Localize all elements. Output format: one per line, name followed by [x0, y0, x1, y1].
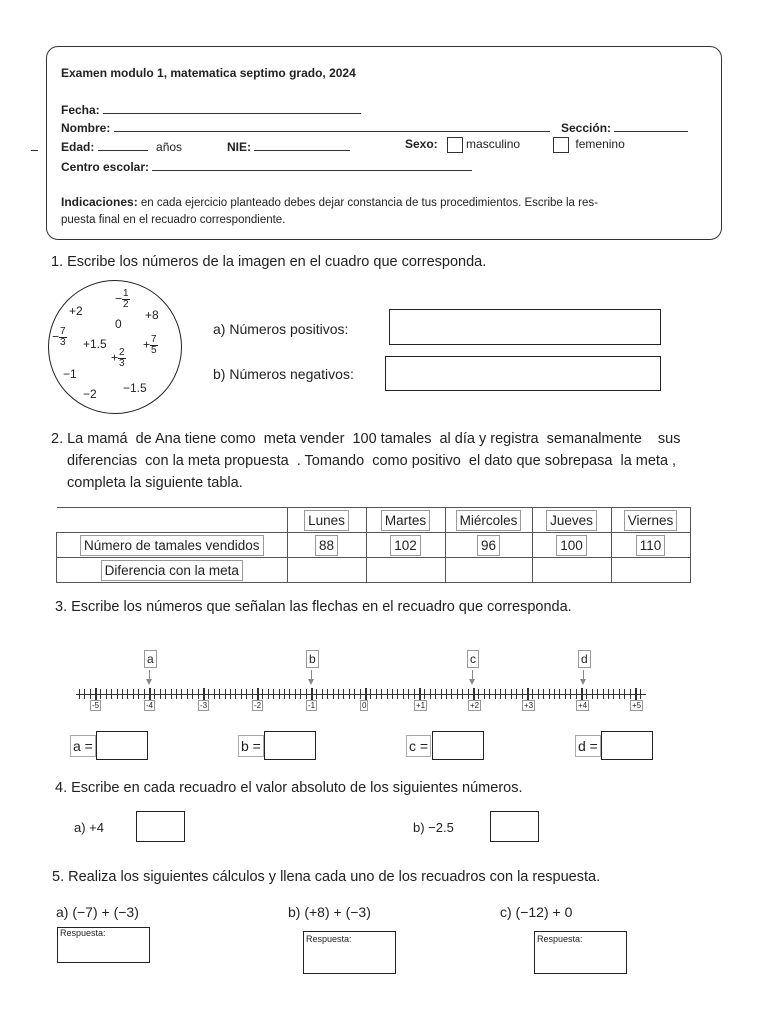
number-line-tick [322, 689, 323, 699]
day-martes: Martes [366, 508, 445, 533]
number-line-tick [284, 689, 285, 699]
number-line-tick [154, 689, 155, 699]
number-line-tick [198, 689, 199, 699]
q5-answer-a[interactable] [57, 927, 150, 963]
q5-prompt: 5. Realiza los siguientes cálculos y llena cada uno de los recuadros con la respuesta. [52, 869, 601, 885]
nombre-label: Nombre: [61, 121, 111, 135]
arrow-label-c: c [467, 650, 479, 668]
num-plus8: +8 [145, 308, 159, 322]
day-viernes: Viernes [611, 508, 690, 533]
number-line-tick [149, 688, 151, 700]
answer-label-a: a = [70, 735, 96, 757]
number-line-tick [608, 689, 609, 699]
number-line-tick [84, 689, 85, 699]
answer-box-b[interactable] [264, 731, 316, 760]
answer-box-a[interactable] [96, 731, 148, 760]
number-line-tick [160, 689, 161, 699]
number-line-tick [451, 689, 452, 699]
q5-item-b: b) (+8) + (−3) [288, 904, 371, 920]
number-line-tick [268, 689, 269, 699]
number-line-tick [181, 689, 182, 699]
answer-box-d[interactable] [601, 731, 653, 760]
number-line-label: +5 [632, 701, 642, 710]
arrow-head-icon [308, 679, 314, 685]
number-line-tick [100, 689, 101, 699]
number-line-tick [635, 688, 637, 700]
arrow-head-icon [469, 679, 475, 685]
indicaciones-line-2: puesta final en el recuadro correspondiente. [61, 214, 286, 226]
number-line-tick [484, 689, 485, 699]
number-line-label: +1 [416, 701, 426, 710]
answer-label-d: d = [575, 735, 601, 757]
number-line-tick [144, 689, 145, 699]
number-line-tick [90, 689, 91, 699]
arrow-label-a: a [144, 650, 157, 668]
number-line-tick [505, 689, 506, 699]
number-line-tick [214, 689, 215, 699]
number-line-tick [192, 689, 193, 699]
number-line-tick [273, 689, 274, 699]
indicaciones-label: Indicaciones: [61, 195, 138, 209]
number-line-tick [171, 689, 172, 699]
number-line-tick [95, 688, 97, 700]
q5-answer-c[interactable] [534, 931, 627, 974]
exam-title: Examen modulo 1, matematica septimo grado, 2024 [61, 66, 356, 80]
number-line-tick [619, 689, 620, 699]
number-line-tick [516, 689, 517, 699]
number-line-tick [117, 689, 118, 699]
q5-answer-b[interactable] [303, 931, 396, 974]
q4-item-b: b) −2.5 [413, 820, 454, 835]
number-line-tick [462, 689, 463, 699]
number-line-tick [597, 689, 598, 699]
q3-prompt: 3. Escribe los números que señalan las flechas en el recuadro que corresponda. [55, 599, 572, 615]
number-line-label: +3 [524, 701, 534, 710]
number-line-label: -4 [146, 701, 154, 710]
number-line-tick [333, 689, 334, 699]
number-line-tick [446, 689, 447, 699]
number-line-tick [235, 689, 236, 699]
number-line-tick [478, 689, 479, 699]
q2-prompt-line-3: completa la siguiente tabla. [67, 475, 243, 491]
num-plus-seven-fifths: + $\frac{7}{5}$ [143, 334, 157, 356]
answer-box-c[interactable] [432, 731, 484, 760]
masculino-label: masculino [466, 137, 521, 152]
q1-prompt: 1. Escribe los números de la imagen en el cuadro que corresponda. [51, 254, 487, 270]
number-line-tick [381, 689, 382, 699]
arrow-label-b: b [306, 650, 319, 668]
number-line-tick [365, 688, 367, 700]
number-line-tick [252, 689, 253, 699]
row2-label: Diferencia con la meta [57, 558, 288, 583]
number-line-tick [338, 689, 339, 699]
number-line-tick [230, 689, 231, 699]
number-line-tick [430, 689, 431, 699]
number-line-tick [246, 689, 247, 699]
number-line-label: -5 [92, 701, 100, 710]
number-line-tick [397, 689, 398, 699]
number-line-tick [403, 689, 404, 699]
q4-answer-a[interactable] [136, 811, 185, 842]
number-line-tick [576, 689, 577, 699]
day-jueves: Jueves [532, 508, 611, 533]
number-line-tick [586, 689, 587, 699]
number-line-tick [495, 689, 496, 699]
num-minus-half: − $\frac{1}{2}$ [115, 288, 129, 310]
nie-label: NIE: [227, 140, 251, 154]
number-line-tick [473, 688, 475, 700]
number-line-tick [549, 689, 550, 699]
q2-prompt-line-1: 2. La mamá de Ana tiene como meta vender 100 tamales al día y registra semanalmente sus [51, 431, 681, 447]
number-line-label: 0 [362, 701, 367, 710]
number-line-tick [165, 689, 166, 699]
number-line-tick [241, 689, 242, 699]
number-line-tick [376, 689, 377, 699]
number-line-label: -1 [308, 701, 316, 710]
q4-item-a: a) +4 [74, 820, 104, 835]
number-line-tick [370, 689, 371, 699]
arrow-label-d: d [578, 650, 591, 668]
number-line-tick [295, 689, 296, 699]
number-line-tick [257, 688, 259, 700]
cell-value: 88 [287, 533, 366, 558]
number-line-tick [441, 689, 442, 699]
day-miercoles: Miércoles [445, 508, 532, 533]
number-line-tick [354, 689, 355, 699]
number-line-tick [311, 688, 313, 700]
number-line-tick [527, 688, 529, 700]
row1-label: Número de tamales vendidos [57, 533, 288, 558]
number-line-tick [559, 689, 560, 699]
number-line-tick [500, 689, 501, 699]
number-line-tick [219, 689, 220, 699]
number-line-tick [138, 689, 139, 699]
q5-item-a: a) (−7) + (−3) [56, 904, 139, 920]
anos-label: años [156, 140, 183, 154]
number-line-tick [592, 689, 593, 699]
number-line-tick [603, 689, 604, 699]
edad-label: Edad: [61, 140, 95, 154]
num-plus2: +2 [69, 304, 83, 318]
number-line-label: -2 [254, 701, 262, 710]
number-line-tick [522, 689, 523, 699]
number-line-tick [565, 689, 566, 699]
number-line-tick [349, 689, 350, 699]
number-line-tick [387, 689, 388, 699]
number-line-tick [360, 689, 361, 699]
number-line-label: +2 [470, 701, 480, 710]
number-line-tick [208, 689, 209, 699]
femenino-label: femenino [575, 137, 625, 152]
answer-label-b: b = [238, 735, 264, 757]
num-minus-seven-thirds: − $\frac{7}{3}$ [52, 326, 66, 348]
number-line-tick [203, 688, 205, 700]
number-line-tick [111, 689, 112, 699]
num-minus1-5: −1.5 [123, 381, 147, 395]
number-line-tick [419, 688, 421, 700]
number-line-tick [187, 689, 188, 699]
num-zero: 0 [115, 317, 122, 331]
q4-prompt: 4. Escribe en cada recuadro el valor absoluto de los siguientes números. [55, 780, 523, 796]
cell-value: 96 [445, 533, 532, 558]
number-line-tick [570, 689, 571, 699]
number-line-tick [316, 689, 317, 699]
num-plus1-5: +1.5 [83, 337, 107, 351]
number-line-tick [122, 689, 123, 699]
number-line-tick [630, 689, 631, 699]
negativos-label: b) Números negativos: [213, 366, 354, 382]
number-line-tick [127, 689, 128, 699]
number-line-tick [289, 689, 290, 699]
number-line-tick [543, 689, 544, 699]
number-line-label: +4 [578, 701, 588, 710]
num-minus1: −1 [63, 367, 77, 381]
num-plus-two-thirds: + $\frac{2}{3}$ [111, 347, 125, 369]
number-line-tick [392, 689, 393, 699]
respuesta-label: Respuesta: [306, 934, 352, 944]
number-line-tick [468, 689, 469, 699]
number-line-tick [613, 689, 614, 699]
q2-prompt-line-2: diferencias con la meta propuesta . Tomando como positivo el dato que sobrepasa la meta , [67, 453, 677, 469]
centro-label: Centro escolar: [61, 160, 150, 174]
cell-value: 110 [611, 533, 690, 558]
cell-value: 102 [366, 533, 445, 558]
seccion-label: Sección: [561, 121, 612, 135]
cell-value: 100 [532, 533, 611, 558]
indicaciones-text-1: en cada ejercicio planteado debes dejar constancia de tus procedimientos. Escribe la res- [137, 197, 598, 209]
number-line-tick [408, 689, 409, 699]
number-line-tick [279, 689, 280, 699]
number-line-tick [133, 689, 134, 699]
day-lunes: Lunes [287, 508, 366, 533]
number-line-tick [300, 689, 301, 699]
number-line-tick [327, 689, 328, 699]
number-line-tick [581, 688, 583, 700]
q5-item-c: c) (−12) + 0 [500, 904, 573, 920]
number-line-tick [457, 689, 458, 699]
respuesta-label: Respuesta: [537, 934, 583, 944]
number-line-tick [79, 689, 80, 699]
number-line-tick [640, 689, 641, 699]
number-line-axis [76, 694, 646, 695]
number-line-tick [435, 689, 436, 699]
number-line-tick [306, 689, 307, 699]
num-minus2: −2 [83, 387, 97, 401]
number-line-tick [624, 689, 625, 699]
respuesta-label: Respuesta: [60, 928, 106, 938]
number-line-label: -3 [200, 701, 208, 710]
arrow-head-icon [580, 679, 586, 685]
number-line-tick [343, 689, 344, 699]
sexo-label: Sexo: [405, 137, 438, 152]
number-line-tick [554, 689, 555, 699]
fecha-label: Fecha: [61, 103, 100, 117]
number-line-tick [489, 689, 490, 699]
number-line-tick [424, 689, 425, 699]
positivos-label: a) Números positivos: [213, 321, 349, 337]
number-line-tick [532, 689, 533, 699]
answer-label-c: c = [406, 735, 431, 757]
number-line-tick [262, 689, 263, 699]
number-line-tick [414, 689, 415, 699]
number-line-tick [225, 689, 226, 699]
number-line-tick [176, 689, 177, 699]
q4-answer-b[interactable] [490, 811, 539, 842]
arrow-head-icon [146, 679, 152, 685]
number-line-tick [538, 689, 539, 699]
number-line-tick [511, 689, 512, 699]
number-line-tick [106, 689, 107, 699]
